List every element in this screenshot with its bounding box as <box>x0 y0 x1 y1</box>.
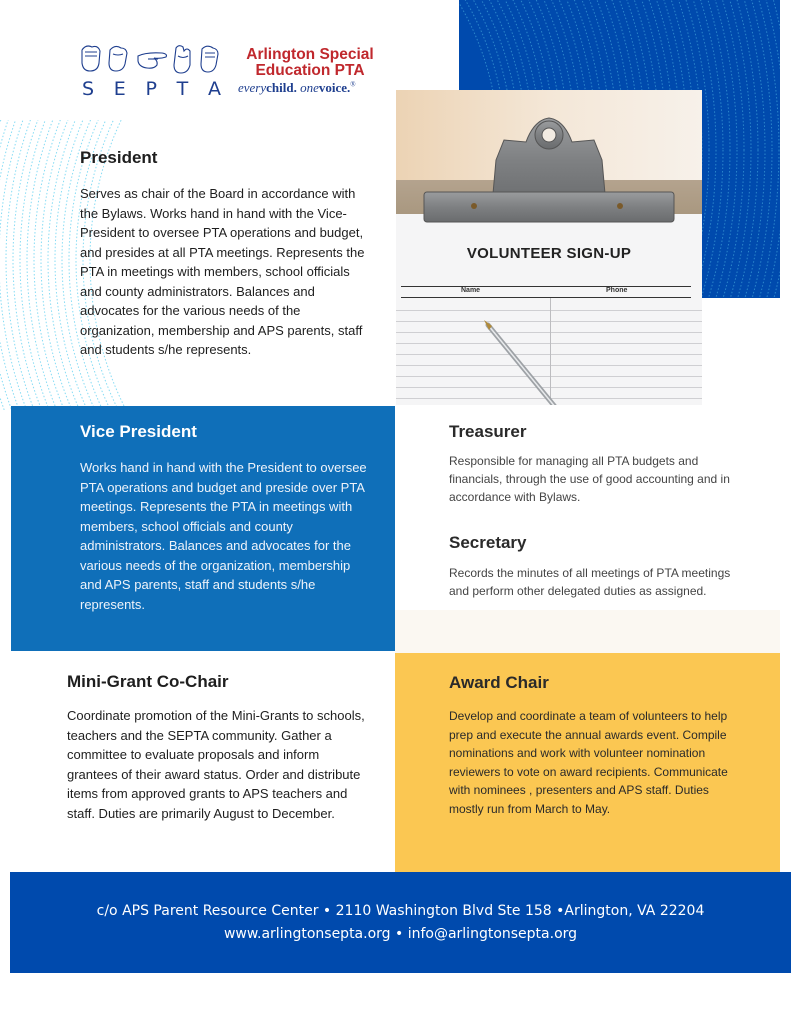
tagline-voice: voice. <box>318 80 351 95</box>
role-description: Serves as chair of the Board in accordance with the Bylaws. Works hand in hand with the Vice-President to oversee PTA operations and budget, and presides at all PTA meetings. Represents the PTA in meetings with members, school officials and county administrators. Balances and advocates for the various needs of the organization, membership and APS parents, staff and students s/he represents. <box>80 186 365 357</box>
photo-col-name: Name <box>461 287 481 294</box>
logo-name-line2: Education PTA <box>255 62 365 79</box>
role-title: Treasurer <box>449 422 527 441</box>
role-secretary <box>449 533 739 600</box>
role-title: President <box>80 148 158 167</box>
role-description: Responsible for managing all PTA budgets and financials, through the use of good accounting and in accordance with Bylaws. <box>449 454 730 504</box>
role-description: Coordinate promotion of the Mini-Grants to schools, teachers and the SEPTA community. Gather a committee to evaluate proposals and inform grantees of their award status. Order and distribute items from approved grants to APS teachers and staff. Duties are primarily August to December. <box>67 708 365 821</box>
photo-signup-title: VOLUNTEER SIGN-UP <box>466 245 632 262</box>
role-award-chair <box>395 653 780 872</box>
sign-language-hands-icon <box>78 42 223 78</box>
logo-letter: S <box>82 78 96 100</box>
decorative-cream-strip <box>395 610 780 653</box>
logo-letter: E <box>113 78 127 100</box>
role-president <box>80 148 370 360</box>
role-description: Develop and coordinate a team of volunteers to help prep and execute the annual awards event. Compile nominations and work with volunteer nomination reviewers to vote on award recipients. Communicate with nominees , presenters and APS staff. Duties mostly run from March to May. <box>449 709 728 816</box>
footer-contact <box>10 872 791 973</box>
logo-org-name <box>230 47 390 79</box>
footer-address: c/o APS Parent Resource Center • 2110 Washington Blvd Ste 158 •Arlington, VA 22204 <box>96 903 705 919</box>
logo-septa-letters <box>82 78 222 100</box>
septa-logo <box>78 42 388 100</box>
volunteer-signup-photo <box>396 90 702 405</box>
logo-letter: A <box>207 78 222 100</box>
tagline-child: child. <box>266 80 297 95</box>
logo-name-line1: Arlington Special <box>246 46 374 63</box>
role-treasurer <box>449 422 739 506</box>
tagline-one: one <box>300 80 319 95</box>
role-title: Award Chair <box>449 673 549 692</box>
logo-letter: T <box>176 78 190 100</box>
tagline-every: every <box>238 80 267 95</box>
role-mini-grant-co-chair <box>67 672 367 823</box>
photo-col-phone: Phone <box>606 287 628 294</box>
logo-letter: P <box>145 78 158 100</box>
role-title: Mini-Grant Co-Chair <box>67 672 229 691</box>
role-description: Works hand in hand with the President to oversee PTA operations and budget and preside over PTA meetings. Represents the PTA in meetings with members, school officials and county administrators. Balances and advocates for the various needs of the organization, membership and APS parents, staff and students s/he represents. <box>80 460 367 612</box>
pen-icon <box>396 90 702 405</box>
role-title: Vice President <box>80 422 197 441</box>
logo-tagline <box>238 80 356 96</box>
tagline-registered-mark: ® <box>350 80 356 89</box>
role-title: Secretary <box>449 533 527 552</box>
role-vice-president <box>11 406 395 651</box>
role-description: Records the minutes of all meetings of PTA meetings and perform other delegated duties as assigned. <box>449 566 731 598</box>
footer-web-email: www.arlingtonsepta.org • info@arlingtonsepta.org <box>223 926 578 942</box>
